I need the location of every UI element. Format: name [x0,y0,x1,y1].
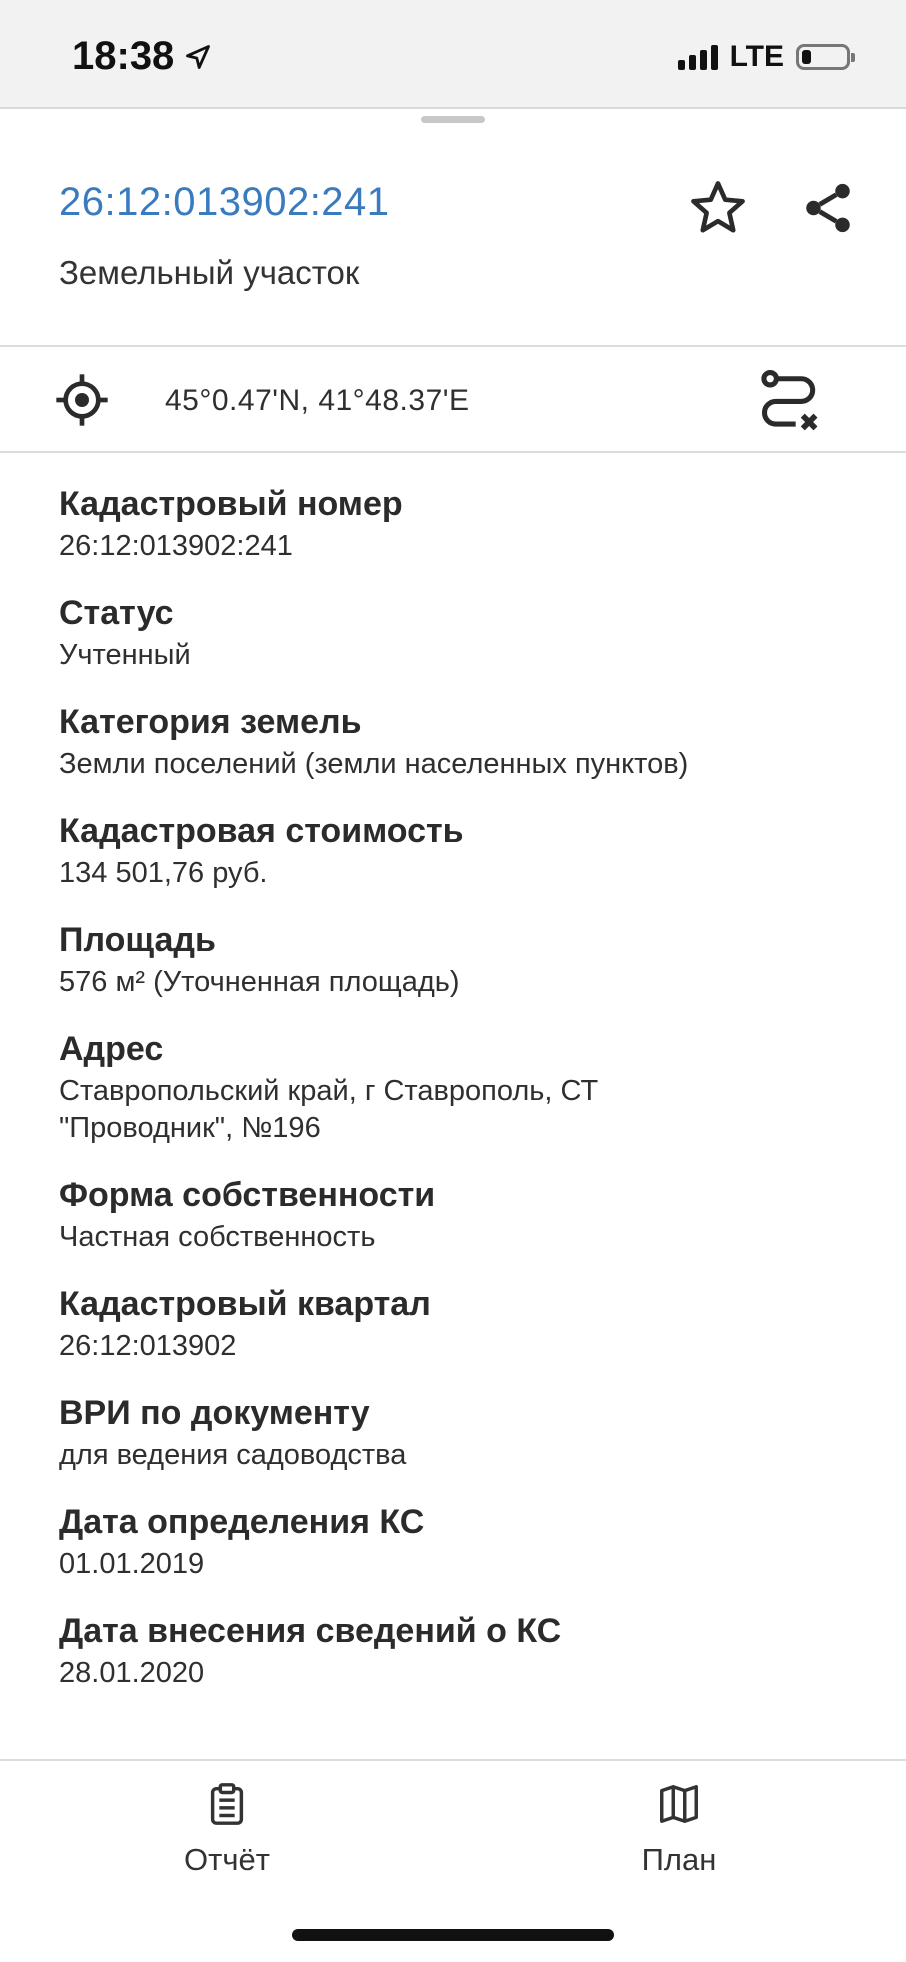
field-value: 26:12:013902:241 [59,530,293,562]
field-value: для ведения садоводства [59,1439,407,1471]
coordinates-text[interactable]: 45°0.47'N, 41°48.37'E [165,384,470,417]
status-time-group [72,34,212,79]
field-label: Дата определения КС [59,1503,425,1541]
field-value: Учтенный [59,639,191,671]
field-value: 576 м² (Уточненная площадь) [59,966,460,998]
field-area [59,918,879,1001]
clipboard-icon [204,1781,250,1827]
field-value: 01.01.2019 [59,1548,205,1580]
object-type-subtitle: Земельный участок [59,254,360,291]
field-label: Форма собственности [59,1176,436,1214]
network-label: LTE [729,40,784,73]
field-label: Площадь [59,921,216,959]
tab-report-label: Отчёт [184,1842,270,1877]
field-label: Кадастровый квартал [59,1285,431,1323]
field-label: Категория земель [59,703,362,741]
field-status [59,591,879,674]
field-label: Статус [59,594,174,632]
cadastral-number-title[interactable]: 26:12:013902:241 [59,180,390,224]
share-button[interactable] [790,170,866,246]
favorite-button[interactable] [680,170,756,246]
field-ownership [59,1173,879,1256]
home-indicator[interactable] [292,1929,614,1941]
field-address [59,1027,879,1147]
field-land-category [59,700,879,783]
share-icon [799,179,857,237]
divider [0,345,906,347]
field-valuation-date [59,1500,879,1583]
location-arrow-icon [184,43,212,71]
field-value: 134 501,76 руб. [59,857,268,889]
field-cadastral-number [59,482,879,565]
field-value: 28.01.2020 [59,1657,205,1689]
field-permitted-use [59,1391,879,1474]
sheet-grabber[interactable] [421,116,485,123]
field-label: Адрес [59,1030,164,1068]
map-icon [656,1781,702,1827]
tab-plan[interactable] [579,1781,779,1878]
status-indicators [678,40,850,74]
status-bar [0,0,906,109]
field-cadastral-quarter [59,1282,879,1365]
tab-plan-label: План [641,1842,717,1877]
status-time: 18:38 [72,34,175,78]
field-cadastral-value [59,809,879,892]
divider [0,451,906,453]
tab-report[interactable] [127,1781,327,1878]
locate-target-icon[interactable] [54,372,110,428]
field-label: Кадастровый номер [59,485,403,523]
field-label: Кадастровая стоимость [59,812,464,850]
field-label: ВРИ по документу [59,1394,370,1432]
property-fields [59,482,879,1718]
route-remove-icon[interactable] [756,366,824,434]
field-value: Земли поселений (земли населенных пунктов) [59,748,689,780]
field-value[interactable]: 26:12:013902 [59,1330,237,1362]
star-icon [687,177,749,239]
battery-icon [796,44,850,70]
field-value: Ставропольский край, г Ставрополь, СТ "Проводник", №196 [59,1075,599,1144]
signal-icon [678,45,718,70]
field-value: Частная собственность [59,1221,376,1253]
field-label: Дата внесения сведений о КС [59,1612,562,1650]
coordinates-row [0,348,906,452]
field-valuation-entry-date [59,1609,879,1692]
